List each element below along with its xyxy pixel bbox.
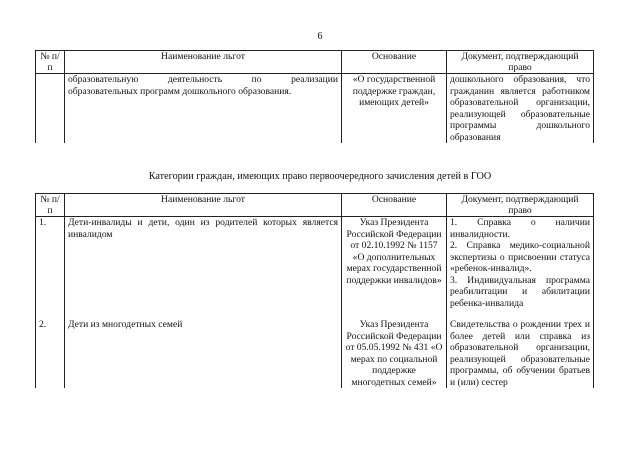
table-row xyxy=(36,217,594,310)
header-name: Наименование льгот xyxy=(65,194,342,217)
cell-document: дошкольного образования, что гражданин является работником образовательной организации, реализующей образовательные программы дошкольного образования xyxy=(447,74,594,144)
cell-num xyxy=(36,74,65,144)
cell-num: 2. xyxy=(36,309,65,388)
priority-enrollment-table xyxy=(35,193,594,388)
cell-basis: Указ Президента Российской Федерации от 02.10.1992 № 1157 «О дополнительных мерах государственной поддержки инвалидов» xyxy=(342,217,447,310)
cell-document: 1. Справка о наличии инвалидности. 2. Справка медико-социальной экспертизы о присвоении статуса «ребенок-инвалид». 3. Индивидуальная программа реабилитации и абилитации ребенка-инвалида xyxy=(447,217,594,310)
header-num: № п/п xyxy=(36,194,65,217)
cell-num: 1. xyxy=(36,217,65,310)
cell-name: Дети из многодетных семей xyxy=(65,309,342,388)
cell-basis: «О государственной поддержке граждан, имеющих детей» xyxy=(342,74,447,144)
continued-benefits-table xyxy=(35,50,594,143)
header-basis: Основание xyxy=(342,51,447,74)
header-num: № п/п xyxy=(36,51,65,74)
header-document: Документ, подтверждающий право xyxy=(447,194,594,217)
header-document: Документ, подтверждающий право xyxy=(447,51,594,74)
cell-basis: Указ Президента Российской Федерации от 05.05.1992 № 431 «О мерах по социальной поддержке многодетных семей» xyxy=(342,309,447,388)
header-name: Наименование льгот xyxy=(65,51,342,74)
table-row xyxy=(36,74,594,144)
table-header-row xyxy=(36,194,594,217)
cell-name: Дети-инвалиды и дети, один из родителей которых является инвалидом xyxy=(65,217,342,310)
cell-name: образовательную деятельность по реализации образовательных программ дошкольного образования. xyxy=(65,74,342,144)
page-number: 6 xyxy=(317,31,323,42)
table-row xyxy=(36,309,594,388)
table-header-row xyxy=(36,51,594,74)
cell-document: Свидетельства о рождении трех и более детей или справка из образовательной организации, реализующей образовательные программы, об обучении братьев и (или) сестер xyxy=(447,309,594,388)
header-basis: Основание xyxy=(342,194,447,217)
section-caption: Категории граждан, имеющих право первоочередного зачисления детей в ГОО xyxy=(148,171,492,182)
